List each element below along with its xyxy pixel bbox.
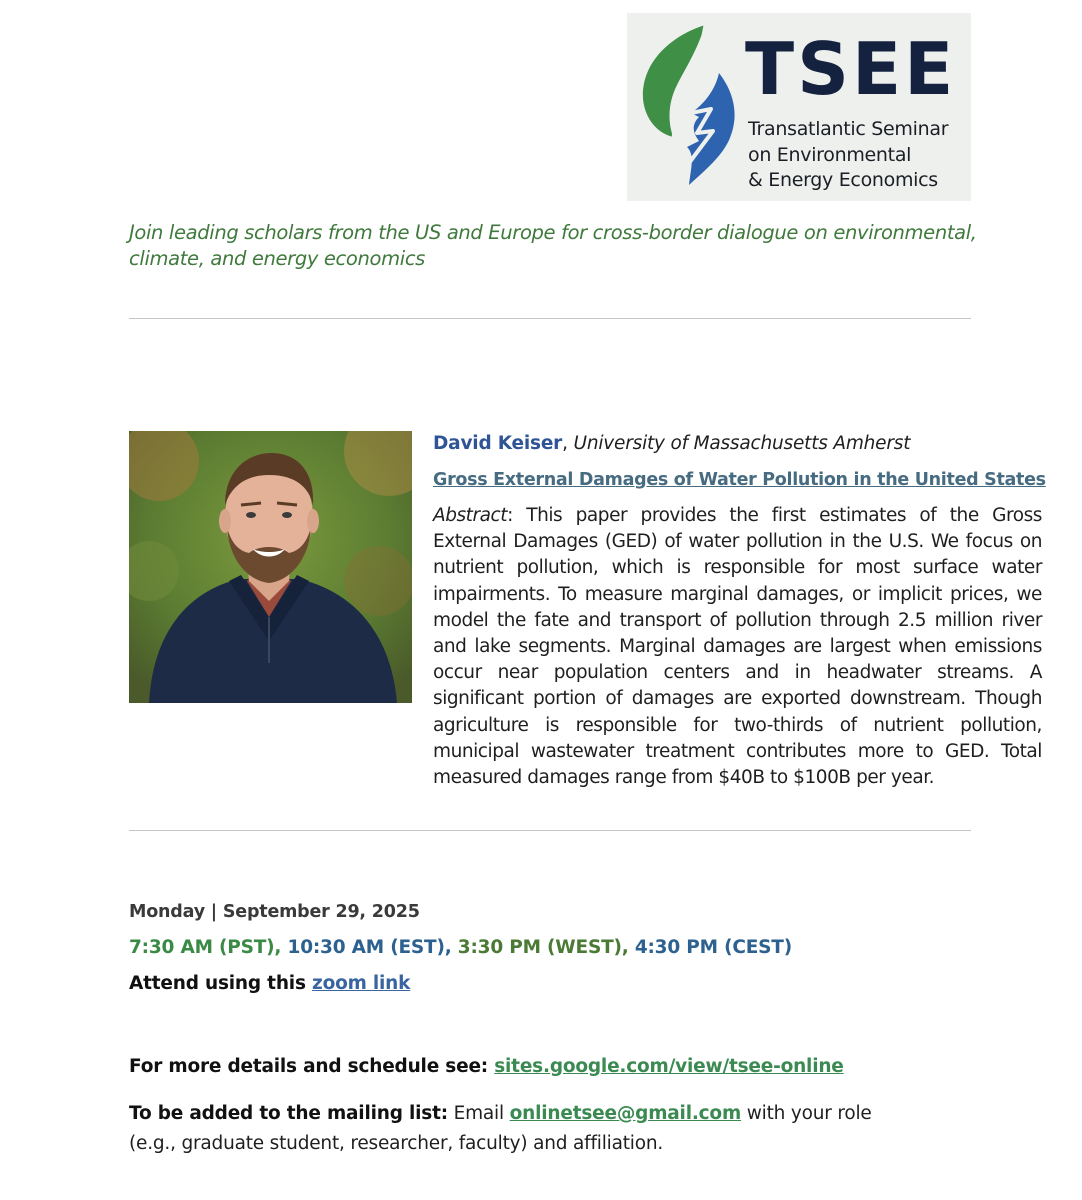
event-date: Monday | September 29, 2025 [129, 902, 420, 922]
abstract-label: Abstract [433, 505, 508, 526]
paper-abstract [433, 503, 1042, 791]
logo-acronym: TSEE [745, 27, 957, 111]
attend-line [129, 971, 410, 997]
leaf-bolt-icon [633, 21, 743, 193]
zoom-link[interactable]: zoom link [312, 973, 411, 994]
mailing-text-after: with your role (e.g., graduate student, researcher, faculty) and affiliation. [129, 1103, 872, 1154]
tagline: Join leading scholars from the US and Europe for cross-border dialogue on environmental, climate, and energy economics [129, 221, 977, 270]
abstract-text: : This paper provides the first estimates of the Gross External Damages (GED) of water pollution in the U.S. We focus on nutrient pollution, which is responsible for most surface water impairments. To measure marginal damages, or implicit prices, we model the fate and transport of pollution through 2.5 million river and lake segments. Marginal damages are largest when emissions occur near population centers and in headwater streams. A significant portion of damages are exported downstream. Though agriculture is responsible for two-thirds of nutrient pollution, municipal wastewater treatment contributes more to GED. Total measured damages range from $40B to $100B per year. [433, 505, 1042, 789]
speaker-line [433, 431, 910, 457]
time-pst: 7:30 AM (PST), [129, 937, 288, 958]
speaker-affiliation: University of Massachusetts Amherst [573, 433, 911, 454]
email-link[interactable]: onlinetsee@gmail.com [509, 1103, 742, 1124]
schedule-link[interactable]: sites.google.com/view/tsee-online [494, 1056, 844, 1077]
divider-bottom [129, 830, 971, 831]
time-west: 3:30 PM (WEST), [457, 937, 635, 958]
speaker-photo [129, 431, 412, 703]
speaker-separator: , [562, 433, 574, 454]
details-line [129, 1054, 844, 1080]
logo-full-name: Transatlantic Seminar on Environmental & Energy Economics [748, 118, 949, 191]
tsee-logo [627, 13, 971, 201]
divider-top [129, 318, 971, 319]
mailing-text-before: Email [447, 1103, 510, 1124]
attend-prefix: Attend using this [129, 973, 312, 994]
paper-title-link[interactable]: Gross External Damages of Water Pollution in the United States [433, 470, 1046, 490]
details-label: For more details and schedule see: [129, 1056, 495, 1077]
speaker-name: David Keiser [433, 433, 563, 454]
mailing-label: To be added to the mailing list: [129, 1103, 448, 1124]
time-est: 10:30 AM (EST), [287, 937, 458, 958]
mailing-list-info [129, 1099, 889, 1159]
time-cest: 4:30 PM (CEST) [634, 937, 792, 958]
event-times [129, 935, 792, 961]
